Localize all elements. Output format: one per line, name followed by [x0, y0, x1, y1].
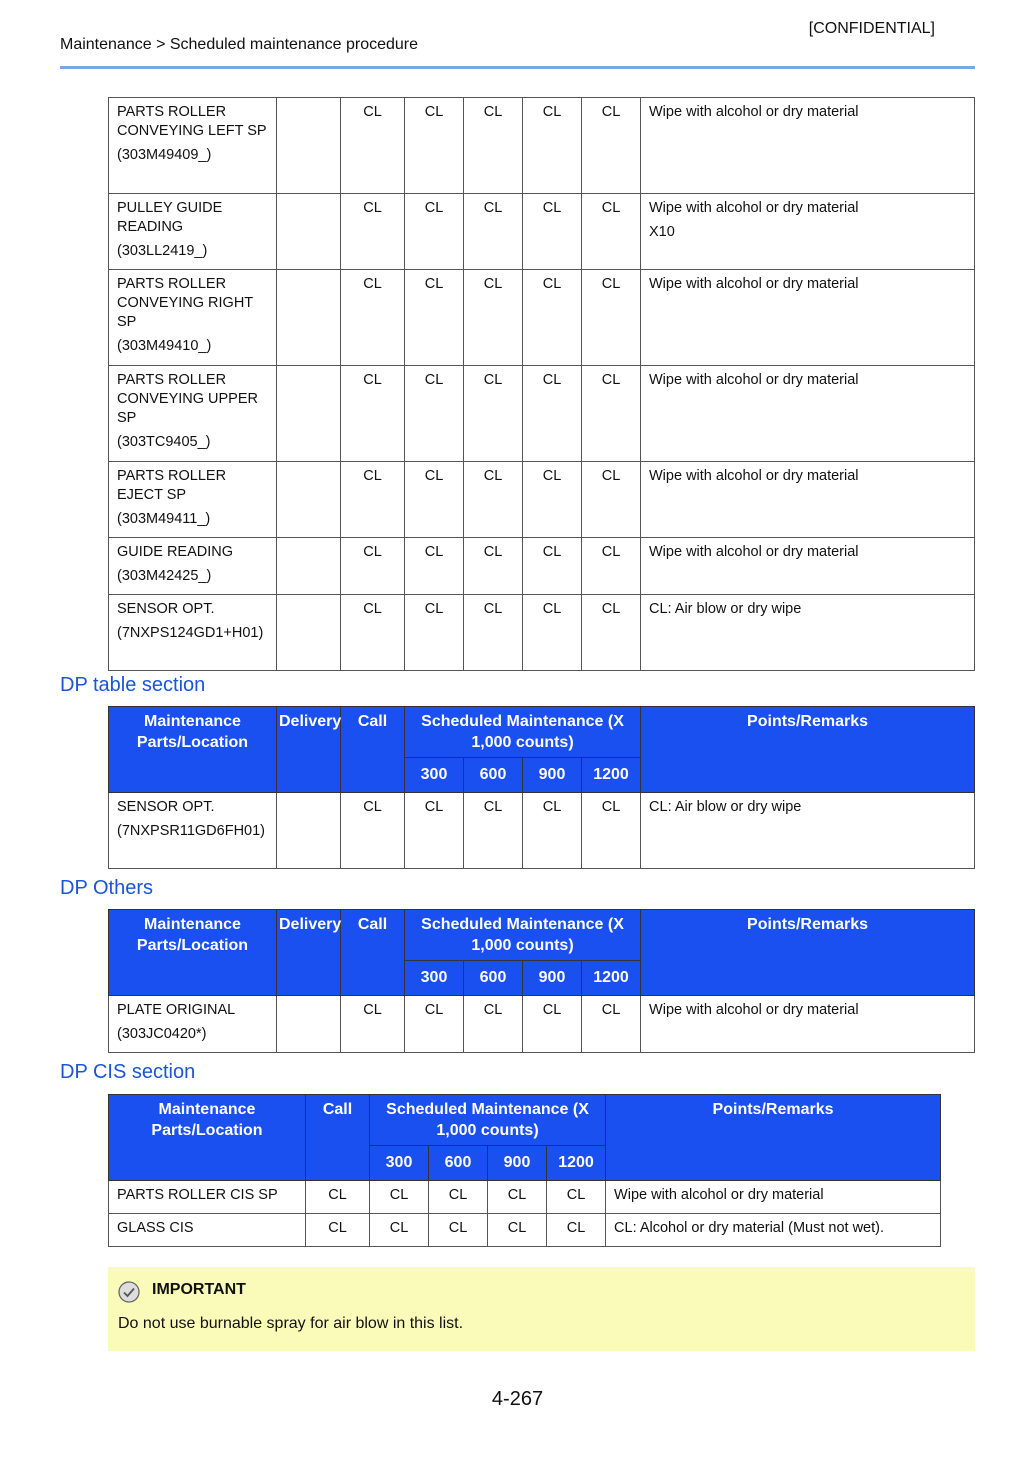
section-title-dp-table: DP table section — [60, 674, 206, 696]
cell-900: CL — [523, 793, 582, 869]
cell-parts-location — [109, 1181, 306, 1214]
cell-600: CL — [429, 1181, 488, 1214]
col-points-remarks: Points/Remarks — [606, 1095, 941, 1181]
cell-600: CL — [464, 793, 523, 869]
cell-delivery — [277, 595, 341, 671]
cell-1200: CL — [582, 793, 641, 869]
cell-900: CL — [523, 538, 582, 595]
remark-text: CL: Air blow or dry wipe — [649, 799, 802, 815]
part-code: (303M42425_) — [117, 568, 212, 584]
table-body — [109, 793, 975, 869]
cell-300: CL — [405, 462, 464, 538]
dp-others-table — [108, 909, 975, 1053]
col-600: 600 — [429, 1146, 488, 1181]
remark-text: Wipe with alcohol or dry material — [649, 276, 859, 292]
cell-delivery — [277, 194, 341, 270]
maintenance-table-continued — [108, 97, 975, 671]
table-row — [109, 538, 975, 595]
col-call: Call — [341, 707, 405, 793]
cell-600: CL — [429, 1214, 488, 1247]
important-title: IMPORTANT — [152, 1281, 246, 1298]
cell-call: CL — [341, 98, 405, 194]
part-name: GLASS CIS — [117, 1220, 194, 1236]
cell-call: CL — [306, 1214, 370, 1247]
cell-parts-location — [109, 98, 277, 194]
part-name: PARTS ROLLER CONVEYING UPPER SP — [117, 372, 258, 426]
col-parts-location: Maintenance Parts/Location — [109, 707, 277, 793]
cell-call: CL — [341, 595, 405, 671]
table-body — [109, 1181, 941, 1247]
cell-delivery — [277, 996, 341, 1053]
cell-900: CL — [488, 1214, 547, 1247]
important-note — [108, 1267, 975, 1351]
cell-points-remarks — [606, 1181, 941, 1214]
remark-text: CL: Air blow or dry wipe — [649, 601, 802, 617]
part-name: PARTS ROLLER CONVEYING RIGHT SP — [117, 276, 253, 330]
col-900: 900 — [523, 758, 582, 793]
col-call: Call — [306, 1095, 370, 1181]
cell-call: CL — [341, 194, 405, 270]
cell-600: CL — [464, 98, 523, 194]
cell-delivery — [277, 270, 341, 366]
cell-delivery — [277, 98, 341, 194]
col-delivery: Delivery — [277, 707, 341, 793]
cell-parts-location — [109, 194, 277, 270]
cell-parts-location — [109, 793, 277, 869]
col-delivery: Delivery — [277, 910, 341, 996]
remark-text: Wipe with alcohol or dry material — [649, 200, 859, 216]
cell-600: CL — [464, 366, 523, 462]
cell-points-remarks — [606, 1214, 941, 1247]
cell-points-remarks — [641, 595, 975, 671]
remark-text: Wipe with alcohol or dry material — [649, 372, 859, 388]
breadcrumb: Maintenance > Scheduled maintenance procedure — [60, 36, 419, 53]
cell-1200: CL — [547, 1181, 606, 1214]
cell-delivery — [277, 462, 341, 538]
col-scheduled-maintenance: Scheduled Maintenance (X 1,000 counts) — [405, 707, 641, 758]
cell-call: CL — [341, 793, 405, 869]
table-row — [109, 366, 975, 462]
remark-text: Wipe with alcohol or dry material — [649, 104, 859, 120]
table-row — [109, 98, 975, 194]
cell-points-remarks — [641, 996, 975, 1053]
part-code: (7NXPS124GD1+H01) — [117, 625, 264, 641]
cell-call: CL — [341, 270, 405, 366]
cell-600: CL — [464, 270, 523, 366]
part-name: GUIDE READING — [117, 544, 234, 560]
cell-900: CL — [488, 1181, 547, 1214]
important-text: Do not use burnable spray for air blow in this list. — [118, 1315, 464, 1332]
col-600: 600 — [464, 758, 523, 793]
cell-parts-location — [109, 462, 277, 538]
cell-900: CL — [523, 595, 582, 671]
cell-points-remarks — [641, 462, 975, 538]
section-title-dp-others: DP Others — [60, 877, 153, 899]
part-code: (303JC0420*) — [117, 1026, 207, 1042]
table-row — [109, 1214, 941, 1247]
section-title-dp-cis: DP CIS section — [60, 1061, 196, 1083]
cell-300: CL — [405, 194, 464, 270]
page-number: 4-267 — [491, 1388, 544, 1410]
cell-call: CL — [341, 462, 405, 538]
cell-parts-location — [109, 996, 277, 1053]
cell-300: CL — [405, 366, 464, 462]
part-name: SENSOR OPT. — [117, 601, 215, 617]
cell-900: CL — [523, 366, 582, 462]
cell-1200: CL — [582, 98, 641, 194]
header-rule — [60, 66, 975, 69]
cell-600: CL — [464, 595, 523, 671]
cell-call: CL — [306, 1181, 370, 1214]
cell-parts-location — [109, 1214, 306, 1247]
cell-points-remarks — [641, 98, 975, 194]
col-points-remarks: Points/Remarks — [641, 910, 975, 996]
confidential-label: [CONFIDENTIAL] — [808, 20, 935, 37]
cell-1200: CL — [582, 270, 641, 366]
col-900: 900 — [488, 1146, 547, 1181]
part-name: PARTS ROLLER CONVEYING LEFT SP — [117, 104, 267, 139]
col-scheduled-maintenance: Scheduled Maintenance (X 1,000 counts) — [405, 910, 641, 961]
table-row — [109, 194, 975, 270]
cell-1200: CL — [582, 194, 641, 270]
cell-300: CL — [405, 98, 464, 194]
col-1200: 1200 — [547, 1146, 606, 1181]
remark-extra: X10 — [649, 224, 675, 240]
cell-600: CL — [464, 462, 523, 538]
table-row — [109, 1181, 941, 1214]
cell-parts-location — [109, 270, 277, 366]
cell-1200: CL — [582, 462, 641, 538]
table-row — [109, 793, 975, 869]
col-300: 300 — [405, 758, 464, 793]
part-name: PLATE ORIGINAL — [117, 1002, 236, 1018]
table-row — [109, 595, 975, 671]
col-1200: 1200 — [582, 758, 641, 793]
col-call: Call — [341, 910, 405, 996]
part-code: (303M49411_) — [117, 511, 211, 527]
check-circle-icon — [118, 1281, 140, 1303]
cell-300: CL — [405, 996, 464, 1053]
col-parts-location: Maintenance Parts/Location — [109, 1095, 306, 1181]
table-body — [109, 996, 975, 1053]
cell-300: CL — [370, 1214, 429, 1247]
remark-text: Wipe with alcohol or dry material — [649, 468, 859, 484]
col-300: 300 — [370, 1146, 429, 1181]
table-row — [109, 270, 975, 366]
cell-points-remarks — [641, 538, 975, 595]
cell-300: CL — [405, 538, 464, 595]
part-code: (7NXPSR11GD6FH01) — [117, 823, 266, 839]
remark-text: CL: Alcohol or dry material (Must not wet). — [614, 1220, 885, 1236]
part-code: (303TC9405_) — [117, 434, 211, 450]
cell-300: CL — [405, 595, 464, 671]
cell-900: CL — [523, 194, 582, 270]
table-body — [109, 98, 975, 671]
cell-900: CL — [523, 98, 582, 194]
cell-parts-location — [109, 366, 277, 462]
cell-points-remarks — [641, 793, 975, 869]
cell-300: CL — [370, 1181, 429, 1214]
col-parts-location: Maintenance Parts/Location — [109, 910, 277, 996]
cell-1200: CL — [582, 996, 641, 1053]
col-scheduled-maintenance: Scheduled Maintenance (X 1,000 counts) — [370, 1095, 606, 1146]
part-name: PARTS ROLLER CIS SP — [117, 1187, 278, 1203]
part-code: (303M49410_) — [117, 338, 212, 354]
cell-900: CL — [523, 270, 582, 366]
part-code: (303LL2419_) — [117, 243, 208, 259]
part-name: PARTS ROLLER EJECT SP — [117, 468, 227, 503]
cell-900: CL — [523, 462, 582, 538]
cell-delivery — [277, 793, 341, 869]
cell-900: CL — [523, 996, 582, 1053]
cell-call: CL — [341, 538, 405, 595]
cell-300: CL — [405, 793, 464, 869]
cell-delivery — [277, 366, 341, 462]
part-name: SENSOR OPT. — [117, 799, 215, 815]
cell-delivery — [277, 538, 341, 595]
part-name: PULLEY GUIDE READING — [117, 200, 223, 235]
col-300: 300 — [405, 961, 464, 996]
dp-cis-table — [108, 1094, 941, 1247]
cell-1200: CL — [547, 1214, 606, 1247]
cell-600: CL — [464, 996, 523, 1053]
remark-text: Wipe with alcohol or dry material — [649, 1002, 859, 1018]
cell-points-remarks — [641, 194, 975, 270]
table-row — [109, 996, 975, 1053]
cell-parts-location — [109, 538, 277, 595]
cell-300: CL — [405, 270, 464, 366]
cell-1200: CL — [582, 538, 641, 595]
col-1200: 1200 — [582, 961, 641, 996]
table-row — [109, 462, 975, 538]
col-600: 600 — [464, 961, 523, 996]
cell-parts-location — [109, 595, 277, 671]
cell-1200: CL — [582, 366, 641, 462]
cell-call: CL — [341, 996, 405, 1053]
cell-points-remarks — [641, 270, 975, 366]
cell-600: CL — [464, 538, 523, 595]
cell-points-remarks — [641, 366, 975, 462]
dp-table-section-table — [108, 706, 975, 869]
col-900: 900 — [523, 961, 582, 996]
part-code: (303M49409_) — [117, 147, 212, 163]
remark-text: Wipe with alcohol or dry material — [649, 544, 859, 560]
cell-call: CL — [341, 366, 405, 462]
col-points-remarks: Points/Remarks — [641, 707, 975, 793]
cell-1200: CL — [582, 595, 641, 671]
remark-text: Wipe with alcohol or dry material — [614, 1187, 824, 1203]
cell-600: CL — [464, 194, 523, 270]
